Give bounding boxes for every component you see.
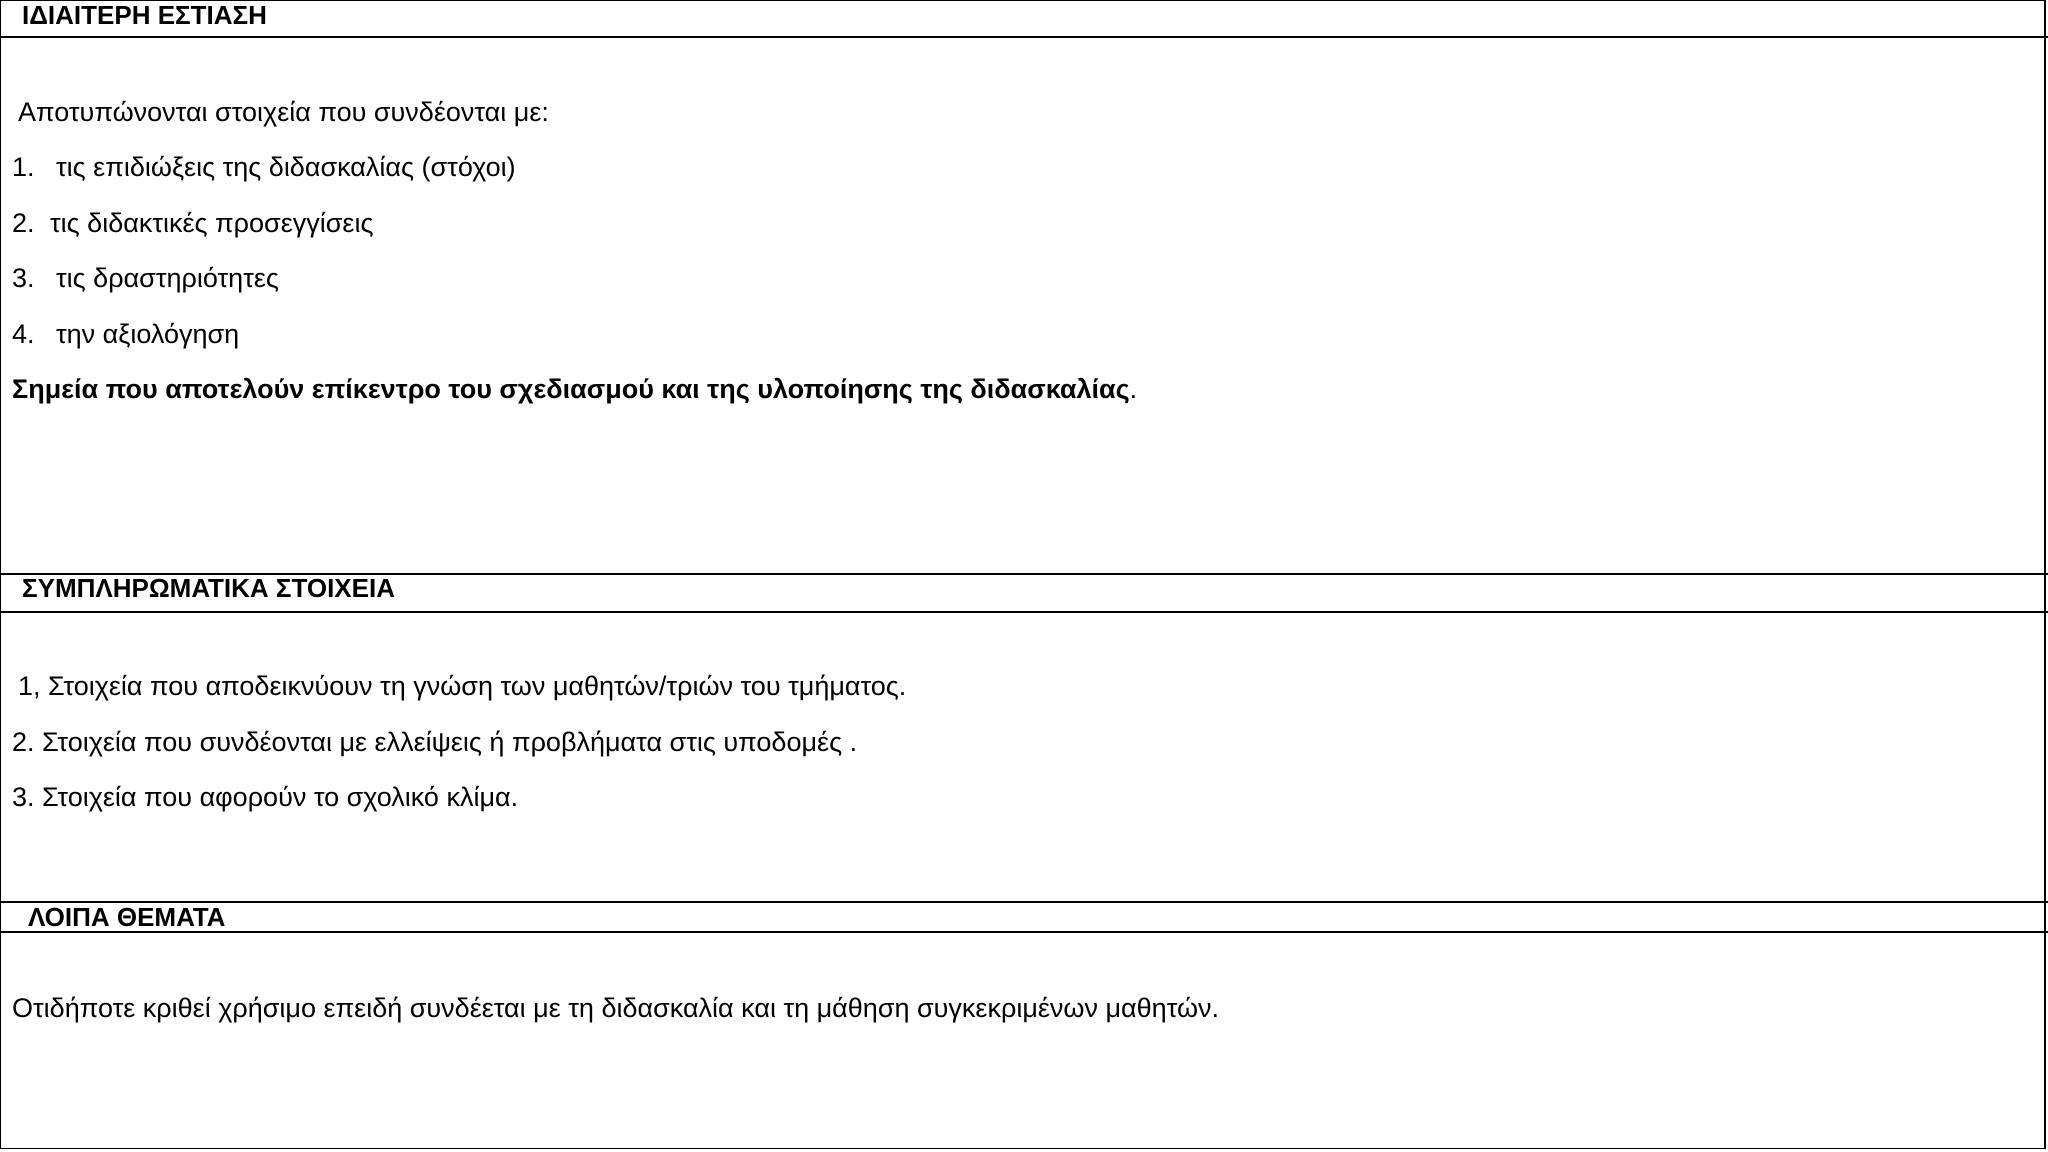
list-item bbox=[12, 207, 373, 239]
list-item bbox=[12, 262, 279, 294]
header-divider-1 bbox=[0, 36, 2048, 38]
list-item-number: 3. bbox=[12, 263, 35, 293]
section-divider-2 bbox=[0, 901, 2048, 903]
section-heading-special-focus: ΙΔΙΑΙΤΕΡΗ ΕΣΤΙΑΣΗ bbox=[22, 0, 267, 30]
section-intro: Αποτυπώνονται στοιχεία που συνδέονται με: bbox=[18, 97, 549, 127]
list-item bbox=[12, 318, 239, 350]
text-line: 1, Στοιχεία που αποδεικνύουν τη γνώση των μαθητών/τριών του τμήματος. bbox=[18, 671, 907, 701]
emphasis-text: Σημεία που αποτελούν επίκεντρο του σχεδιασμού και της υλοποίησης της διδασκαλίας bbox=[12, 374, 1130, 404]
text-line: 3. Στοιχεία που αφορούν το σχολικό κλίμα. bbox=[12, 782, 519, 812]
emphasis-period: . bbox=[1129, 374, 1138, 404]
list-item-number: 4. bbox=[12, 319, 35, 349]
list-item-text: την αξιολόγηση bbox=[56, 319, 240, 349]
text-line: Οτιδήποτε κριθεί χρήσιμο επειδή συνδέεται με τη διδασκαλία και τη μάθηση συγκεκριμένων μαθητών. bbox=[12, 993, 1220, 1023]
header-divider-3 bbox=[0, 931, 2048, 933]
emphasis-line bbox=[12, 373, 1137, 405]
list-item-text: τις διδακτικές προσεγγίσεις bbox=[50, 208, 374, 238]
list-item-text: τις δραστηριότητες bbox=[56, 263, 279, 293]
section-heading-supplementary: ΣΥΜΠΛΗΡΩΜΑΤΙΚΑ ΣΤΟΙΧΕΙΑ bbox=[22, 573, 395, 603]
list-item-number: 2. bbox=[12, 208, 35, 238]
header-divider-2 bbox=[0, 611, 2048, 613]
section-heading-other-topics: ΛΟΙΠΑ ΘΕΜΑΤΑ bbox=[28, 902, 226, 932]
list-item bbox=[12, 151, 516, 183]
list-item-text: τις επιδιώξεις της διδασκαλίας (στόχοι) bbox=[56, 152, 516, 182]
list-item-number: 1. bbox=[12, 152, 35, 182]
text-line: 2. Στοιχεία που συνδέονται με ελλείψεις ή προβλήματα στις υποδομές . bbox=[12, 727, 858, 757]
